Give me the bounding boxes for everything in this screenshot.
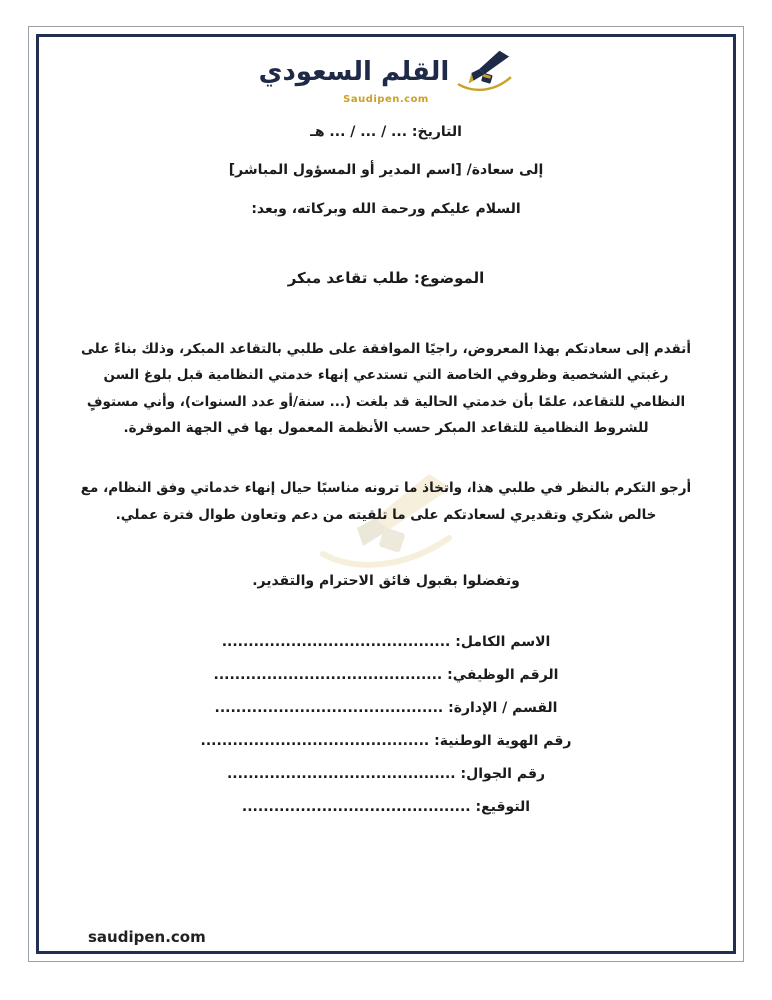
- subject-line: الموضوع: طلب تقاعد مبكر: [287, 269, 485, 288]
- field-signature: [242, 799, 530, 815]
- body-paragraph-1: أتقدم إلى سعادتكم بهذا المعروض، راجيًا الموافقة على طلبي بالتقاعد المبكر، وذلك بناءً على رغبتي الشخصية وظروفي الخاصة التي تستدعي إنهاء خدمتي النظامية قبل بلوغ السن النظامي للتقاعد، علمًا بأن خدمتي الحالية قد بلغت (... سنة/أو عدد السنوات)، وأني مستوفٍ للشروط النظامية للتقاعد المبكر حسب الأنظمة المعمول بها في الجهة الموقرة.: [81, 341, 691, 437]
- field-mobile-number: [227, 766, 545, 782]
- brand-logo-row: [259, 48, 514, 96]
- field-dotted-line: ...........................................: [200, 733, 430, 750]
- closing-line: وتفضلوا بقبول فائق الاحترام والتقدير.: [252, 573, 520, 590]
- footer-site-url: saudipen.com: [88, 928, 206, 946]
- field-label: الاسم الكامل:: [455, 634, 551, 651]
- field-dotted-line: ...........................................: [213, 667, 443, 684]
- brand-title: القلم السعودي: [258, 57, 450, 87]
- recipient-line: إلى سعادة/ [اسم المدير أو المسؤول المباشر]: [228, 162, 544, 179]
- brand-logo: [259, 48, 514, 105]
- greeting-line: السلام عليكم ورحمة الله وبركاته، وبعد:: [251, 200, 521, 217]
- body-paragraph-2: أرجو التكرم بالنظر في طلبي هذا، واتخاذ ما ترونه مناسبًا حيال إنهاء خدماتي وفق النظام، مع خالص شكري وتقديري لسعادتكم على ما تلقيته من دعم وتعاون طوال فترة عملي.: [80, 480, 692, 523]
- field-dotted-line: ...........................................: [214, 700, 444, 717]
- field-full-name: [222, 634, 551, 650]
- field-label: التوقيع:: [475, 799, 531, 816]
- pen-icon: [455, 48, 513, 96]
- date-line: التاريخ: ... / ... / ... هـ: [310, 124, 462, 140]
- field-dotted-line: ...........................................: [241, 799, 471, 816]
- signature-fields: [48, 634, 724, 815]
- brand-subtitle: Saudipen.com: [343, 94, 429, 105]
- letter-content: [48, 40, 724, 948]
- field-department: [215, 700, 558, 716]
- field-national-id: [201, 733, 572, 749]
- field-dotted-line: ...........................................: [221, 634, 451, 651]
- field-label: القسم / الإدارة:: [448, 700, 558, 717]
- field-label: رقم الجوال:: [460, 766, 546, 783]
- field-label: الرقم الوظيفي:: [447, 667, 559, 684]
- field-label: رقم الهوية الوطنية:: [434, 733, 572, 750]
- field-employee-number: [214, 667, 559, 683]
- field-dotted-line: ...........................................: [226, 766, 456, 783]
